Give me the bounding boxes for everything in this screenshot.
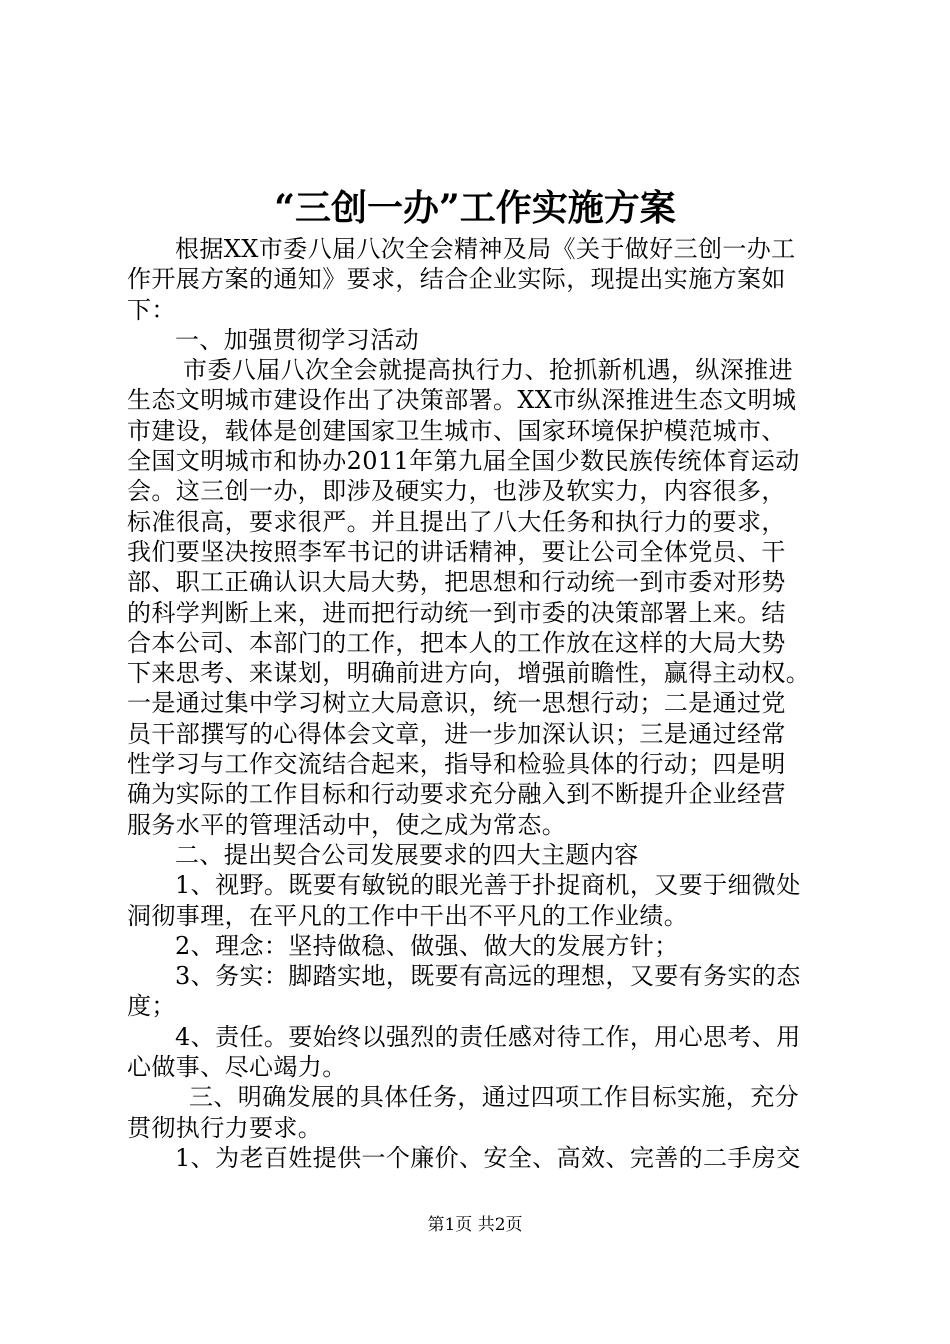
document-title: “三创一办”工作实施方案 [274,187,676,229]
body-line: 部、职工正确认识大局大势，把思想和行动统一到市委对形势 [127,568,786,597]
body-line: 员干部撰写的心得体会文章，进一步加深认识；三是通过经常 [127,719,786,748]
body-line: 贯彻执行力要求。 [127,1113,323,1142]
list-item: 4、责任。要始终以强烈的责任感对待工作，用心思考、用 [175,1022,801,1051]
body-line: 全国文明城市和协办2011年第九届全国少数民族传统体育运动 [127,447,800,476]
body-line: 服务水平的管理活动中，使之成为常态。 [127,810,567,839]
section-heading: 三、明确发展的具体任务，通过四项工作目标实施，充分 [189,1083,799,1112]
body-line: 市委八届八次全会就提高执行力、抢抓新机遇，纵深推进 [183,356,793,385]
section-heading: 二、提出契合公司发展要求的四大主题内容 [175,840,639,869]
body-line: 标准很高，要求很严。并且提出了八大任务和执行力的要求， [127,507,786,536]
body-line: 生态文明城市建设作出了决策部署。XX市纵深推进生态文明城 [127,386,797,415]
body-line: 度； [127,992,176,1021]
body-line: 市建设，载体是创建国家卫生城市、国家环境保护模范城市、 [127,416,786,445]
body-line: 下来思考、来谋划，明确前进方向，增强前瞻性，赢得主动权。 [127,659,811,688]
body-line: 一是通过集中学习树立大局意识，统一思想行动；二是通过党 [127,689,786,718]
list-item: 1、视野。既要有敏锐的眼光善于扑捉商机，又要于细微处 [175,871,801,900]
body-line: 确为实际的工作目标和行动要求充分融入到不断提升企业经营 [127,780,786,809]
body-line: 我们要坚决按照李军书记的讲话精神，要让公司全体党员、干 [127,537,786,566]
body-line: 洞彻事理，在平凡的工作中干出不平凡的工作业绩。 [127,901,689,930]
body-line: 的科学判断上来，进而把行动统一到市委的决策部署上来。结 [127,598,786,627]
body-line: 合本公司、本部门的工作，把本人的工作放在这样的大局大势 [127,628,786,657]
page-footer: 第1页 共2页 [427,1215,523,1235]
list-item: 3、务实：脚踏实地，既要有高远的理想，又要有务实的态 [175,962,801,991]
body-line: 作开展方案的通知》要求，结合企业实际，现提出实施方案如 [127,265,786,294]
body-line: 下： [127,295,176,324]
section-heading: 一、加强贯彻学习活动 [175,325,419,354]
body-line: 心做事、尽心竭力。 [127,1053,347,1082]
body-line: 根据XX市委八届八次全会精神及局《关于做好三创一办工 [175,235,796,263]
body-line: 会。这三创一办，即涉及硬实力，也涉及软实力，内容很多， [127,477,786,506]
body-line: 性学习与工作交流结合起来，指导和检验具体的行动；四是明 [127,750,786,779]
document-body [127,234,847,1173]
list-item: 2、理念：坚持做稳、做强、做大的发展方针； [175,931,679,960]
list-item: 1、为老百姓提供一个廉价、安全、高效、完善的二手房交 [175,1143,801,1172]
